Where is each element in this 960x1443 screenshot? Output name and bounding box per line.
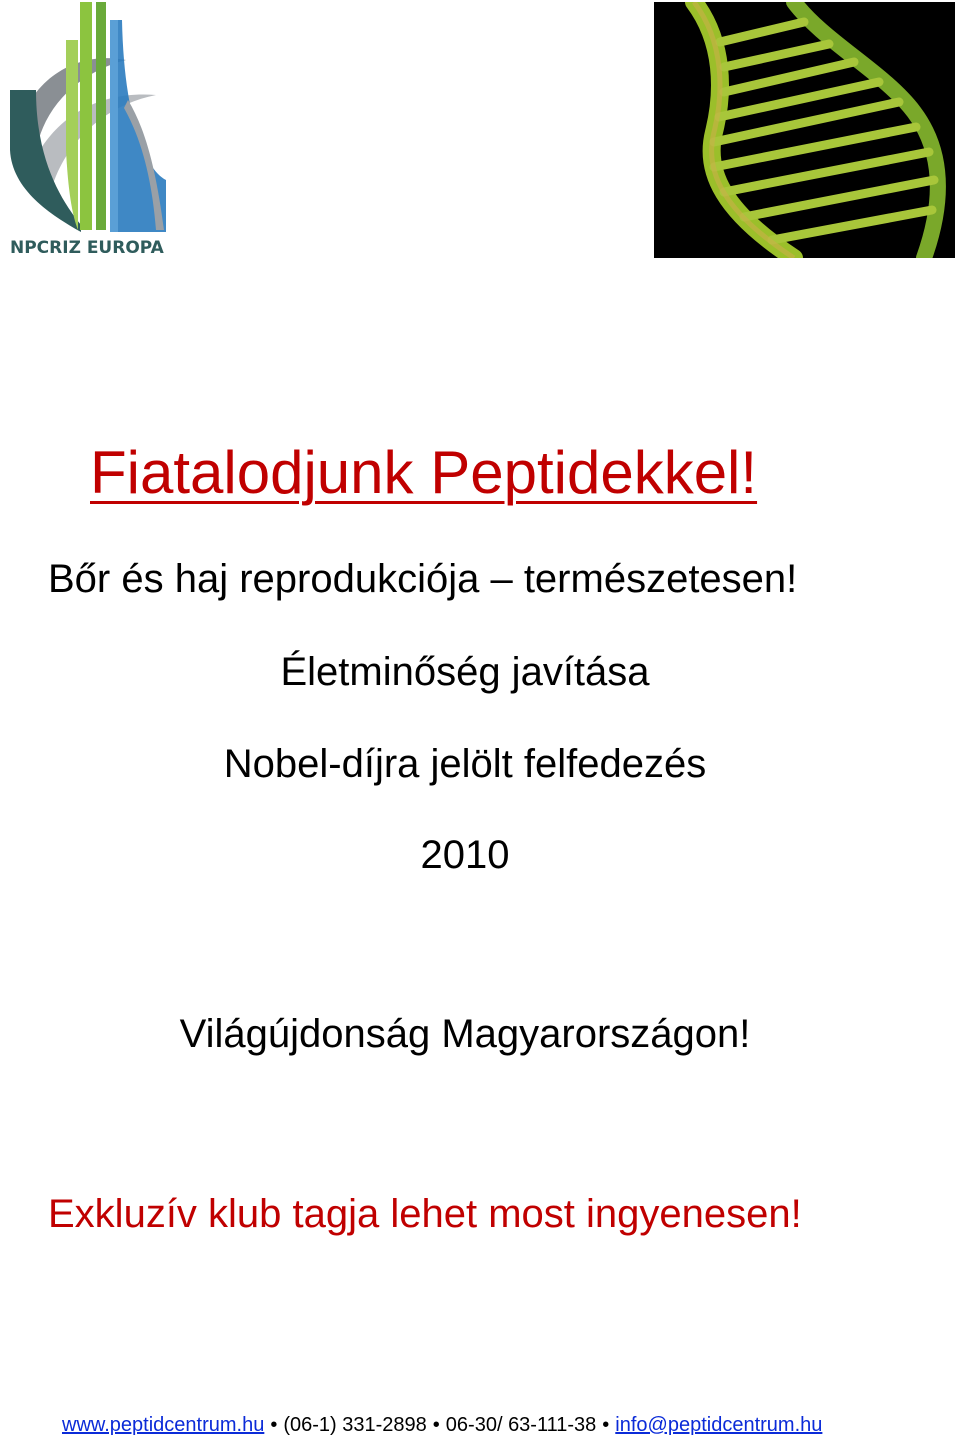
exclusive-club-text: Exkluzív klub tagja lehet most ingyenesen! <box>48 1192 802 1236</box>
bullet-separator: • <box>432 1414 440 1436</box>
subtitle-nobel-nominated: Nobel-díjra jelölt felfedezés <box>223 742 707 786</box>
world-novelty-text: Világújdonság Magyarországon! <box>179 1012 751 1056</box>
headline: Fiatalodjunk Peptidekkel! <box>90 439 758 506</box>
year-label: 2010 <box>420 833 510 877</box>
subtitle-skin-hair: Bőr és haj reprodukciója – természetesen! <box>48 557 798 601</box>
email-link[interactable]: info@peptidcentrum.hu <box>615 1414 823 1436</box>
contact-footer <box>62 1414 822 1437</box>
phone-2: 06-30/ 63-111-38 <box>445 1414 597 1436</box>
bullet-separator: • <box>270 1414 278 1436</box>
website-link[interactable]: www.peptidcentrum.hu <box>62 1414 265 1436</box>
logo-text: NPCRIZ EUROPA <box>10 238 164 258</box>
phone-1: (06-1) 331-2898 <box>283 1414 427 1436</box>
subtitle-quality-of-life: Életminőség javítása <box>280 650 650 694</box>
npcriz-europa-logo <box>6 0 168 262</box>
dna-helix-image <box>654 2 955 258</box>
bullet-separator: • <box>602 1414 610 1436</box>
